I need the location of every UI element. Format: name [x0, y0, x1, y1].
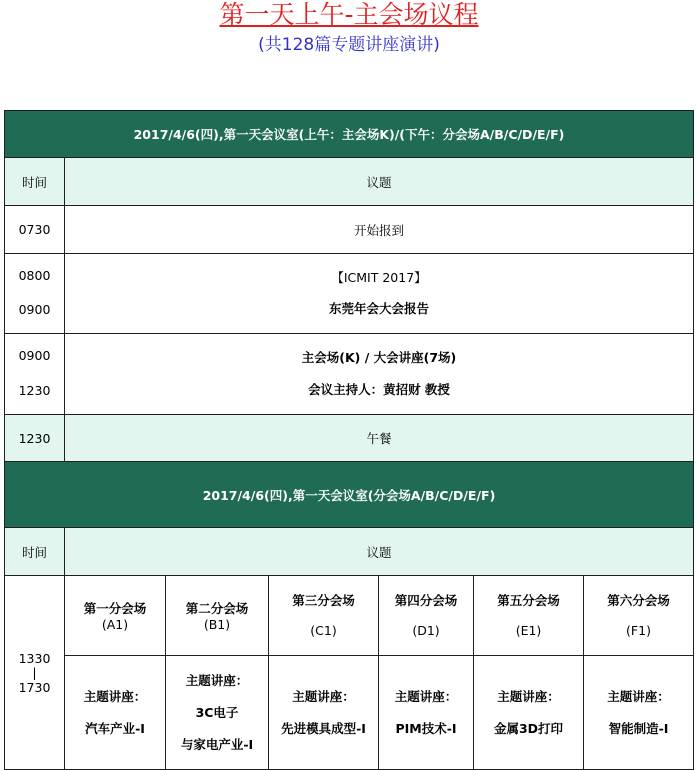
topic-cell: 开始报到 [64, 205, 694, 254]
session-label: 主题讲座： [185, 672, 249, 688]
afternoon-col-topic: 议题 [64, 527, 694, 576]
session-header [583, 575, 694, 656]
afternoon-col-time: 时间 [4, 527, 65, 576]
time-start: 0800 [18, 268, 51, 283]
session-name: 第一分会场 [83, 601, 147, 616]
session-name: 第五分会场 [497, 592, 560, 608]
session-topic-line: 与家电产业-I [180, 736, 254, 752]
session-code: (B1) [203, 617, 231, 632]
session-code: (D1) [412, 622, 440, 638]
session-label: 主题讲座： [607, 688, 670, 704]
time-cell: 0730 [4, 205, 65, 254]
session-chair: 会议主持人：黄招财 教授 [308, 382, 450, 397]
session-code: (E1) [515, 622, 542, 638]
session-label: 主题讲座： [497, 688, 560, 704]
session-code: (A1) [101, 617, 129, 632]
session-header [378, 575, 474, 656]
morning-col-topic: 议题 [64, 157, 694, 206]
session-topic-line: 先进模具成型-I [281, 720, 366, 736]
afternoon-time-cell [4, 575, 65, 770]
topic-cell [64, 333, 694, 415]
time-end: 0900 [18, 302, 51, 317]
session-header [165, 575, 269, 656]
session-topic [165, 655, 269, 770]
time-end: 1730 [18, 679, 51, 695]
time-start: 1330 [18, 650, 51, 666]
plenary-report: 东莞年会大会报告 [328, 301, 429, 316]
session-label: 主题讲座： [394, 688, 458, 704]
session-topic-line: 智能制造-I [608, 720, 669, 736]
session-header [64, 575, 166, 656]
session-name: 第三分会场 [292, 592, 355, 608]
session-topic-line: 汽车产业-I [85, 720, 145, 736]
session-topic-line: 金属3D打印 [493, 720, 564, 736]
session-header [473, 575, 584, 656]
morning-col-time: 时间 [4, 157, 65, 206]
afternoon-banner: 2017/4/6(四),第一天会议室(分会场A/B/C/D/E/F) [4, 461, 694, 528]
time-range-cell [4, 253, 65, 334]
conference-name: 【ICMIT 2017】 [331, 270, 427, 285]
session-name: 第二分会场 [185, 601, 249, 616]
agenda-table [4, 110, 694, 770]
session-topic [583, 655, 694, 770]
page-subtitle: (共128篇专题讲座演讲) [258, 35, 440, 55]
session-name: 第六分会场 [607, 592, 670, 608]
session-topic [378, 655, 474, 770]
session-name: 第四分会场 [394, 592, 458, 608]
session-topic-line: PIM技术-I [395, 720, 457, 736]
session-header [268, 575, 379, 656]
session-topic [473, 655, 584, 770]
page-title: 第一天上午-主会场议程 [219, 0, 479, 29]
session-topic [268, 655, 379, 770]
main-venue: 主会场(K) / 大会讲座(7场) [301, 350, 457, 365]
topic-cell [64, 253, 694, 334]
session-topic [64, 655, 166, 770]
session-label: 主题讲座： [292, 688, 355, 704]
time-end: 1230 [18, 383, 51, 398]
time-separator: | [32, 664, 37, 680]
time-range-cell [4, 333, 65, 415]
session-topic-line: 3C电子 [195, 704, 239, 720]
topic-cell: 午餐 [64, 414, 694, 462]
session-code: (C1) [310, 622, 337, 638]
morning-banner: 2017/4/6(四),第一天会议室(上午：主会场K)/(下午：分会场A/B/C/D/E/F) [4, 110, 694, 158]
session-label: 主题讲座： [83, 688, 147, 704]
session-code: (F1) [626, 622, 651, 638]
time-cell: 1230 [4, 414, 65, 462]
time-start: 0900 [18, 348, 51, 363]
